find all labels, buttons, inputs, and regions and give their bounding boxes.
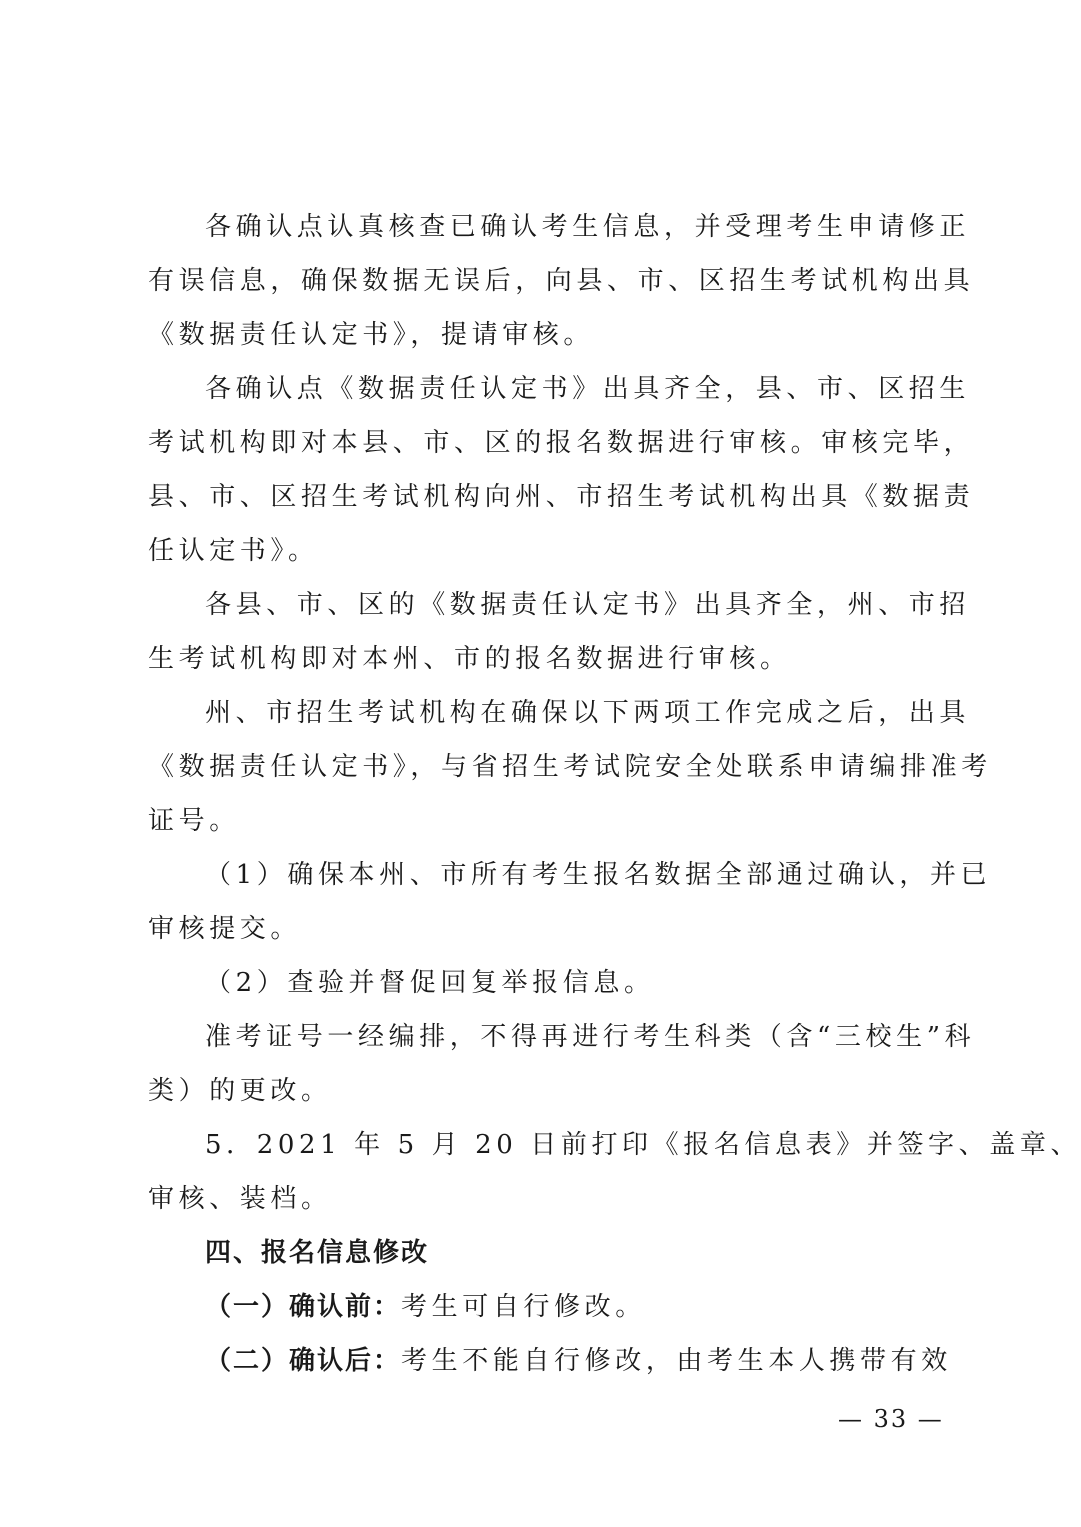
paragraph-line: 各确认点《数据责任认定书》出具齐全，县、市、区招生 — [205, 374, 971, 404]
paragraph-line: 类）的更改。 — [148, 1076, 332, 1106]
paragraph-line: 证号。 — [148, 806, 240, 836]
list-item-line: 审核提交。 — [148, 914, 302, 944]
paragraph-line: 《数据责任认定书》，与省招生考试院安全处联系申请编排准考 — [148, 752, 992, 782]
numbered-item-line: 审核、装档。 — [148, 1184, 332, 1214]
section-heading: 四、报名信息修改 — [205, 1238, 430, 1268]
numbered-item-line: 5．2021 年 5 月 20 日前打印《报名信息表》并签字、盖章、 — [205, 1130, 1081, 1160]
list-item-line: （1）确保本州、市所有考生报名数据全部通过确认，并已 — [205, 860, 992, 890]
paragraph-line: 县、市、区招生考试机构向州、市招生考试机构出具《数据责 — [148, 482, 975, 512]
sub-item-two — [148, 1334, 952, 1388]
paragraph-line: 考试机构即对本县、市、区的报名数据进行审核。审核完毕， — [148, 428, 975, 458]
sub-item-one-text: 考生可自行修改。 — [401, 1292, 646, 1322]
paragraph-line: 各县、市、区的《数据责任认定书》出具齐全，州、市招 — [205, 590, 971, 620]
sub-item-one — [148, 1280, 938, 1334]
sub-item-two-text: 考生不能自行修改，由考生本人携带有效 — [401, 1346, 952, 1376]
paragraph-line: 州、市招生考试机构在确保以下两项工作完成之后，出具 — [205, 698, 971, 728]
paragraph-line: 各确认点认真核查已确认考生信息，并受理考生申请修正 — [205, 212, 971, 242]
page-number: — 33 — — [838, 1405, 944, 1433]
paragraph-line: 生考试机构即对本州、市的报名数据进行审核。 — [148, 644, 791, 674]
body-text — [148, 200, 1081, 1388]
paragraph-line: 《数据责任认定书》，提请审核。 — [148, 320, 595, 350]
paragraph-line: 任认定书》。 — [148, 536, 319, 566]
list-item-line: （2）查验并督促回复举报信息。 — [205, 968, 655, 998]
paragraph-line: 有误信息，确保数据无误后，向县、市、区招生考试机构出具 — [148, 266, 975, 296]
sub-item-one-label: （一）确认前： — [205, 1292, 402, 1322]
sub-item-two-label: （二）确认后： — [205, 1346, 402, 1376]
paragraph-line: 准考证号一经编排，不得再进行考生科类（含“三校生”科 — [205, 1022, 976, 1052]
